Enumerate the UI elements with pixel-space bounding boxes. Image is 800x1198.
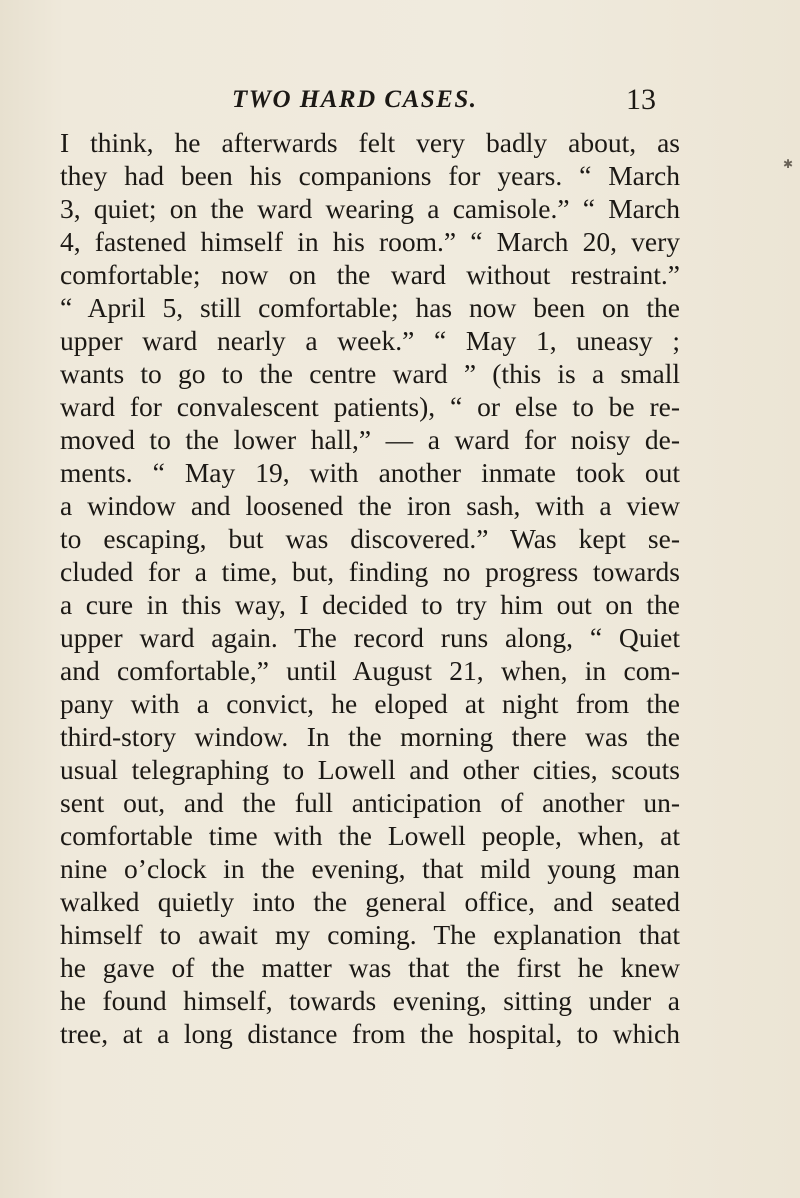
- text-line: to escaping, but was discovered.” Was kept se-: [60, 523, 680, 554]
- text-line: ments. “ May 19, with another inmate took out: [60, 457, 680, 488]
- text-line: I think, he afterwards felt very badly about, as: [60, 127, 680, 158]
- text-line: comfortable time with the Lowell people, when, at: [60, 820, 680, 851]
- margin-mark: ✱: [783, 157, 794, 171]
- text-line: 3, quiet; on the ward wearing a camisole.” “ March: [60, 193, 680, 224]
- text-line: ward for convalescent patients), “ or else to be re-: [60, 391, 680, 422]
- text-line: himself to await my coming. The explanation that: [60, 919, 680, 950]
- text-line: moved to the lower hall,” — a ward for noisy de-: [60, 424, 680, 455]
- text-line: he found himself, towards evening, sitting under a: [60, 985, 680, 1016]
- text-line: a cure in this way, I decided to try him out on the: [60, 589, 680, 620]
- text-line: 4, fastened himself in his room.” “ March 20, very: [60, 226, 680, 257]
- text-line: usual telegraphing to Lowell and other cities, scouts: [60, 754, 680, 785]
- text-line: upper ward nearly a week.” “ May 1, uneasy ;: [60, 325, 680, 356]
- text-line: third-story window. In the morning there was the: [60, 721, 680, 752]
- text-line: tree, at a long distance from the hospital, to which: [60, 1018, 680, 1049]
- text-line: and comfortable,” until August 21, when, in com-: [60, 655, 680, 686]
- text-line: pany with a convict, he eloped at night from the: [60, 688, 680, 719]
- text-line: comfortable; now on the ward without restraint.”: [60, 259, 680, 290]
- text-line: nine o’clock in the evening, that mild young man: [60, 853, 680, 884]
- text-line: a window and loosened the iron sash, with a view: [60, 490, 680, 521]
- page-number: 13: [626, 83, 656, 116]
- text-line: they had been his companions for years. “ March: [60, 160, 680, 191]
- body-text: [60, 126, 680, 1050]
- text-line: walked quietly into the general office, and seated: [60, 886, 680, 917]
- page-header: [0, 83, 800, 126]
- text-line: he gave of the matter was that the first he knew: [60, 952, 680, 983]
- text-line: sent out, and the full anticipation of another un-: [60, 787, 680, 818]
- running-title: TWO HARD CASES.: [232, 86, 478, 113]
- text-line: cluded for a time, but, finding no progress towards: [60, 556, 680, 587]
- text-line: wants to go to the centre ward ” (this is a small: [60, 358, 680, 389]
- text-line: upper ward again. The record runs along, “ Quiet: [60, 622, 680, 653]
- text-line: “ April 5, still comfortable; has now been on the: [60, 292, 680, 323]
